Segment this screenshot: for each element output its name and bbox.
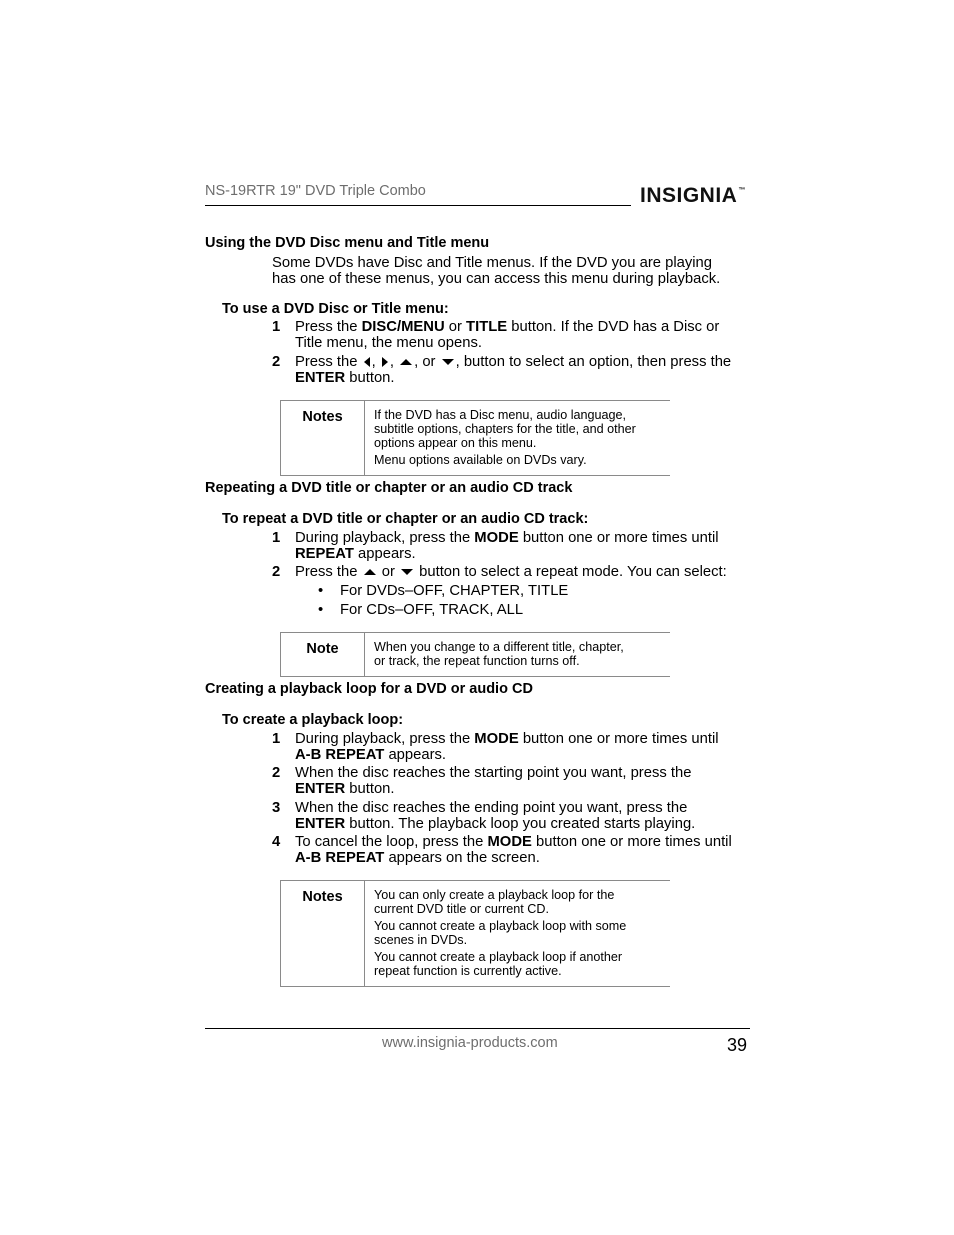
step-text: During playback, press the bbox=[295, 530, 475, 546]
note-line: You cannot create a playback loop with some bbox=[374, 919, 627, 933]
button-name: TITLE bbox=[466, 319, 508, 335]
notes-box bbox=[280, 400, 670, 476]
note-line: current DVD title or current CD. bbox=[374, 902, 549, 916]
step-text: button. bbox=[345, 781, 395, 797]
step-number: 2 bbox=[272, 765, 281, 781]
footer-rule bbox=[205, 1028, 750, 1029]
step-text: Title menu, the menu opens. bbox=[295, 335, 482, 351]
step-text: , bbox=[371, 354, 380, 370]
down-arrow-icon bbox=[442, 359, 454, 365]
step-number: 1 bbox=[272, 319, 281, 335]
step-text: button one or more times until bbox=[518, 530, 719, 546]
note-line: options appear on this menu. bbox=[374, 436, 537, 450]
step-text: appears. bbox=[384, 747, 447, 763]
button-name: MODE bbox=[474, 731, 519, 747]
button-name: DISC/MENU bbox=[361, 319, 445, 335]
right-arrow-icon bbox=[382, 357, 388, 367]
note-text bbox=[374, 640, 674, 668]
button-name: ENTER bbox=[295, 816, 346, 832]
note-line: or track, the repeat function turns off. bbox=[374, 654, 580, 668]
header-title: NS-19RTR 19" DVD Triple Combo bbox=[205, 183, 426, 199]
step-number: 2 bbox=[272, 564, 281, 580]
step-text: , or bbox=[414, 354, 440, 370]
step-text: button. bbox=[345, 370, 395, 386]
step-item bbox=[272, 319, 755, 351]
up-arrow-icon bbox=[400, 359, 412, 365]
button-name: REPEAT bbox=[295, 546, 354, 562]
section-heading-disc-menu: Using the DVD Disc menu and Title menu bbox=[205, 235, 490, 251]
step-number: 1 bbox=[272, 731, 281, 747]
note-line: repeat function is currently active. bbox=[374, 964, 562, 978]
footer-url: www.insignia-products.com bbox=[382, 1035, 558, 1051]
step-text: or bbox=[444, 319, 467, 335]
step-number: 4 bbox=[272, 834, 281, 850]
procedure-heading-disc-menu: To use a DVD Disc or Title menu: bbox=[222, 301, 449, 317]
step-text: appears on the screen. bbox=[384, 850, 540, 866]
page-number: 39 bbox=[727, 1035, 748, 1055]
step-text: When the disc reaches the ending point you want, press the bbox=[295, 800, 688, 816]
step-item bbox=[272, 564, 755, 580]
step-number: 3 bbox=[272, 800, 281, 816]
step-text: button. The playback loop you created starts playing. bbox=[345, 816, 696, 832]
step-item bbox=[272, 354, 755, 386]
intro-line: Some DVDs have Disc and Title menus. If the DVD you are playing bbox=[272, 255, 712, 271]
intro-line: has one of these menus, you can access this menu during playback. bbox=[272, 271, 721, 287]
bullet-text: For DVDs–OFF, CHAPTER, TITLE bbox=[340, 583, 569, 599]
step-item bbox=[272, 800, 755, 832]
step-text: Press the bbox=[295, 354, 362, 370]
notes-text bbox=[374, 408, 674, 467]
step-text: button one or more times until bbox=[518, 731, 719, 747]
bullet-text: For CDs–OFF, TRACK, ALL bbox=[340, 602, 524, 618]
bullet-item bbox=[318, 602, 524, 618]
step-text: button to select a repeat mode. You can select: bbox=[415, 564, 727, 580]
note-line: Menu options available on DVDs vary. bbox=[374, 453, 587, 467]
note-line: subtitle options, chapters for the title, and other bbox=[374, 422, 636, 436]
button-name: MODE bbox=[474, 530, 519, 546]
section-heading-loop: Creating a playback loop for a DVD or audio CD bbox=[205, 681, 533, 697]
step-text: , button to select an option, then press the bbox=[455, 354, 732, 370]
procedure-heading-loop: To create a playback loop: bbox=[222, 712, 404, 728]
button-name: ENTER bbox=[295, 370, 346, 386]
header-rule bbox=[205, 205, 631, 206]
note-line: When you change to a different title, chapter, bbox=[374, 640, 624, 654]
step-text: Press the bbox=[295, 319, 362, 335]
notes-box bbox=[280, 880, 670, 987]
intro-paragraph bbox=[272, 255, 720, 287]
step-item bbox=[272, 834, 755, 866]
left-arrow-icon bbox=[364, 357, 370, 367]
note-box bbox=[280, 632, 670, 677]
button-name: MODE bbox=[487, 834, 532, 850]
button-name: ENTER bbox=[295, 781, 346, 797]
notes-label: Notes bbox=[281, 401, 365, 475]
step-text: button one or more times until bbox=[531, 834, 732, 850]
note-label: Note bbox=[281, 633, 365, 676]
step-text: or bbox=[377, 564, 400, 580]
button-name: A-B REPEAT bbox=[295, 747, 385, 763]
step-text: appears. bbox=[353, 546, 416, 562]
step-text: During playback, press the bbox=[295, 731, 475, 747]
note-line: You cannot create a playback loop if another bbox=[374, 950, 623, 964]
note-line: scenes in DVDs. bbox=[374, 933, 468, 947]
step-item bbox=[272, 731, 755, 763]
step-item bbox=[272, 765, 755, 797]
logo-trademark: ™ bbox=[738, 187, 746, 194]
step-item bbox=[272, 530, 755, 562]
step-number: 1 bbox=[272, 530, 281, 546]
step-text: button. If the DVD has a Disc or bbox=[507, 319, 720, 335]
notes-text bbox=[374, 888, 674, 978]
down-arrow-icon bbox=[401, 569, 413, 575]
step-text: Press the bbox=[295, 564, 362, 580]
bullet-glyph: • bbox=[318, 583, 324, 599]
step-text: To cancel the loop, press the bbox=[295, 834, 488, 850]
up-arrow-icon bbox=[364, 569, 376, 575]
note-line: If the DVD has a Disc menu, audio language, bbox=[374, 408, 627, 422]
bullet-item bbox=[318, 583, 569, 599]
step-text: When the disc reaches the starting point you want, press the bbox=[295, 765, 692, 781]
note-line: You can only create a playback loop for the bbox=[374, 888, 615, 902]
bullet-glyph: • bbox=[318, 602, 324, 618]
procedure-heading-repeat: To repeat a DVD title or chapter or an audio CD track: bbox=[222, 511, 589, 527]
section-heading-repeat: Repeating a DVD title or chapter or an audio CD track bbox=[205, 480, 573, 496]
button-name: A-B REPEAT bbox=[295, 850, 385, 866]
logo-text: INSIGNIA bbox=[640, 184, 738, 207]
notes-label: Notes bbox=[281, 881, 365, 986]
step-text: , bbox=[389, 354, 399, 370]
insignia-logo bbox=[640, 184, 746, 208]
step-number: 2 bbox=[272, 354, 281, 370]
